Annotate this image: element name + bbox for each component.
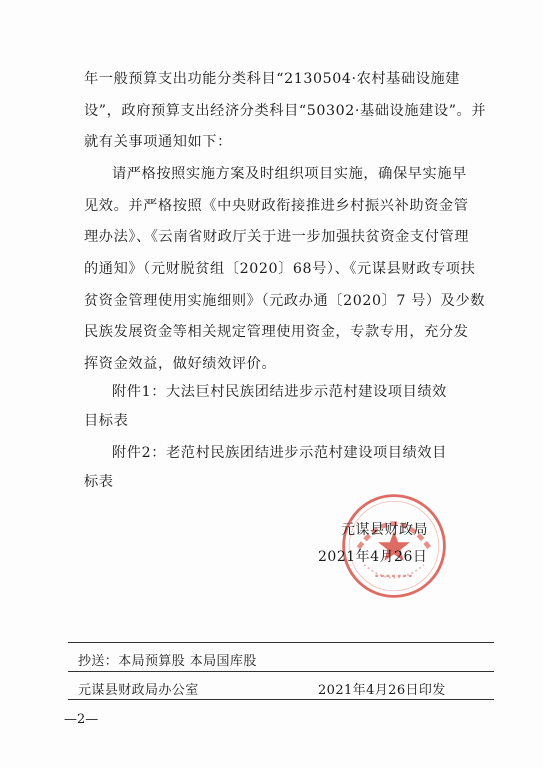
footer-rule-middle (68, 671, 494, 672)
attachment-1-line-2: 目标表 (84, 413, 129, 429)
body-line-9: 民族发展资金等相关规定管理使用资金，专款专用，充分发 (84, 324, 469, 340)
attachment-2-line-1: 附件2：老范村民族团结进步示范村建设项目绩效目 (112, 445, 447, 461)
body-line-7: 的通知》（元财脱贫组〔2020〕68号）、《元谋县财政专项扶 (84, 261, 476, 277)
body-line-6: 理办法》、《云南省财政厅关于进一步加强扶贫资金支付管理 (84, 229, 470, 245)
signature-org: 元谋县财政局 (341, 522, 428, 538)
body-line-2: 设”，政府预算支出经济分类科目“50302·基础设施建设”。并 (84, 103, 487, 119)
signature-date: 2021年4月26日 (318, 549, 428, 565)
page-number: —2— (64, 712, 99, 727)
body-line-5: 见效。并严格按照《中央财政衔接推进乡村振兴补助资金管 (84, 198, 469, 214)
body-line-3: 就有关事项通知如下： (84, 134, 232, 150)
attachment-1-line-1: 附件1：大法巨村民族团结进步示范村建设项目绩效 (112, 384, 447, 400)
footer-print-date: 2021年4月26日印发 (318, 683, 446, 698)
body-line-8: 贫资金管理使用实施细则》（元政办通〔2020〕7 号）及少数 (84, 293, 486, 309)
body-line-4: 请严格按照实施方案及时组织项目实施，确保早实施早 (112, 166, 467, 182)
footer-cc: 抄送：本局预算股 本局国库股 (78, 654, 257, 669)
attachment-2-line-2: 标表 (84, 474, 114, 490)
body-line-10: 挥资金效益，做好绩效评价。 (84, 356, 277, 372)
body-line-1: 年一般预算支出功能分类科目“2130504·农村基础设施建 (84, 71, 461, 87)
footer-rule-bottom (68, 699, 494, 700)
footer-rule-top (68, 642, 494, 643)
footer-issuer: 元谋县财政局办公室 (78, 683, 199, 698)
